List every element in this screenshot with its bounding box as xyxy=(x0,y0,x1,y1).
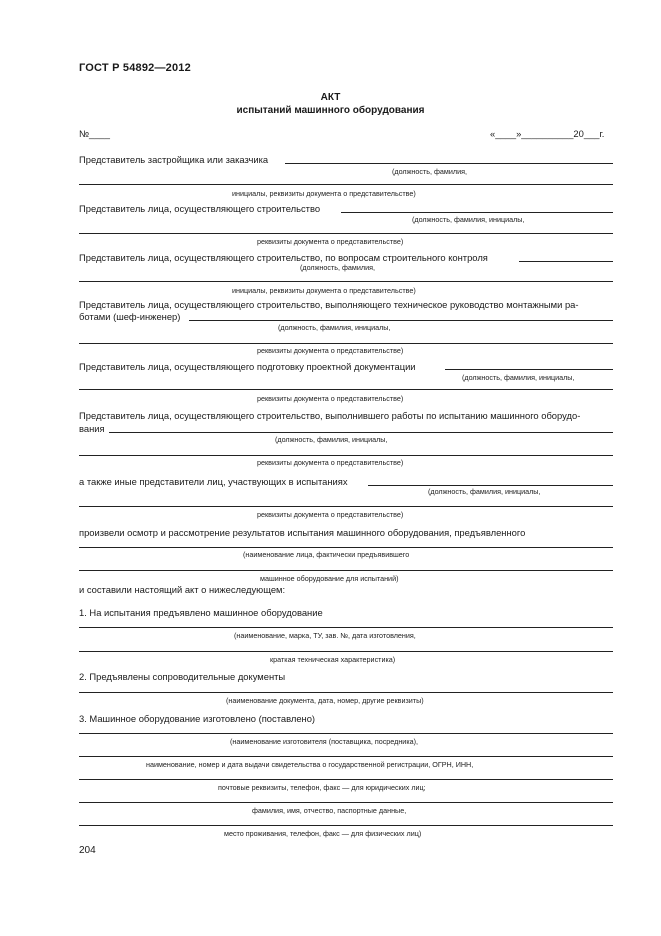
design-caption-2: реквизиты документа о представительстве) xyxy=(257,394,404,403)
developer-field-2[interactable] xyxy=(79,184,613,185)
builder-control-caption-1: (должность, фамилия, xyxy=(300,263,375,272)
supervisor-caption-2: реквизиты документа о представительстве) xyxy=(257,346,404,355)
item2-caption-1: (наименование документа, дата, номер, другие реквизиты) xyxy=(226,696,424,705)
item1-caption-1: (наименование, марка, ТУ, зав. №, дата изготовления, xyxy=(234,631,416,640)
item1-field[interactable] xyxy=(79,627,613,628)
tester-caption-2: реквизиты документа о представительстве) xyxy=(257,458,404,467)
tester-field-2[interactable] xyxy=(79,455,613,456)
inspection-field-2[interactable] xyxy=(79,570,613,571)
builder-field-2[interactable] xyxy=(79,233,613,234)
inspection-caption-1: (наименование лица, фактически предъявившего xyxy=(243,550,410,559)
item2-label: 2. Предъявлены сопроводительные документы xyxy=(79,671,286,682)
tester-caption-1: (должность, фамилия, инициалы, xyxy=(275,435,388,444)
tester-label-1: Представитель лица, осуществляющего строительство, выполнившего работы по испытанию машинного оборудо- xyxy=(79,410,581,421)
developer-field[interactable] xyxy=(285,163,613,164)
act-number: №____ xyxy=(79,128,110,139)
builder-control-field[interactable] xyxy=(519,261,613,262)
developer-caption-1: (должность, фамилия, xyxy=(392,167,467,176)
item3-caption-4: фамилия, имя, отчество, паспортные данные, xyxy=(252,806,407,815)
act-date: «____»__________20___г. xyxy=(490,128,605,139)
inspection-field[interactable] xyxy=(79,547,613,548)
item3-field-5[interactable] xyxy=(79,825,613,826)
inspection-label: произвели осмотр и рассмотрение результатов испытания машинного оборудования, предъявленного xyxy=(79,527,526,538)
supervisor-caption-1: (должность, фамилия, инициалы, xyxy=(278,323,391,332)
item3-caption-3: почтовые реквизиты, телефон, факс — для юридических лиц; xyxy=(218,783,426,792)
design-field-2[interactable] xyxy=(79,389,613,390)
tester-label-2: вания xyxy=(79,423,105,434)
act-subtitle: испытаний машинного оборудования xyxy=(236,105,425,116)
builder-caption-1: (должность, фамилия, инициалы, xyxy=(412,215,525,224)
supervisor-label-2: ботами (шеф-инженер) xyxy=(79,311,181,322)
item3-caption-5: место проживания, телефон, факс — для физических лиц) xyxy=(224,829,422,838)
item3-caption-2: наименование, номер и дата выдачи свидетельства о государственной регистрации, ОГРН, ИНН, xyxy=(146,760,474,769)
developer-caption-2: инициалы, реквизиты документа о представительстве) xyxy=(232,189,416,198)
item3-field-3[interactable] xyxy=(79,779,613,780)
builder-control-field-2[interactable] xyxy=(79,281,613,282)
item3-field-2[interactable] xyxy=(79,756,613,757)
item3-field[interactable] xyxy=(79,733,613,734)
builder-control-label: Представитель лица, осуществляющего строительство, по вопросам строительного контроля xyxy=(79,252,488,263)
design-caption-1: (должность, фамилия, инициалы, xyxy=(462,373,575,382)
act-title: АКТ xyxy=(320,92,341,103)
developer-label: Представитель застройщика или заказчика xyxy=(79,154,269,165)
tester-field[interactable] xyxy=(109,432,613,433)
item3-label: 3. Машинное оборудование изготовлено (поставлено) xyxy=(79,713,316,724)
others-caption-2: реквизиты документа о представительстве) xyxy=(257,510,404,519)
item3-caption-1: (наименование изготовителя (поставщика, посредника), xyxy=(230,737,419,746)
supervisor-label-1: Представитель лица, осуществляющего строительство, выполняющего техническое руководство монтажными ра- xyxy=(79,299,579,310)
builder-field[interactable] xyxy=(341,212,613,213)
others-caption-1: (должность, фамилия, инициалы, xyxy=(428,487,541,496)
design-label: Представитель лица, осуществляющего подготовку проектной документации xyxy=(79,361,416,372)
item3-field-4[interactable] xyxy=(79,802,613,803)
builder-caption-2: реквизиты документа о представительстве) xyxy=(257,237,404,246)
item2-field[interactable] xyxy=(79,692,613,693)
supervisor-field-2[interactable] xyxy=(79,343,613,344)
standard-header: ГОСТ Р 54892—2012 xyxy=(79,62,191,74)
item1-field-2[interactable] xyxy=(79,651,613,652)
design-field[interactable] xyxy=(445,369,613,370)
builder-label: Представитель лица, осуществляющего строительство xyxy=(79,203,321,214)
builder-control-caption-2: инициалы, реквизиты документа о представительстве) xyxy=(232,286,416,295)
compiled-text: и составили настоящий акт о нижеследующем: xyxy=(79,584,286,595)
item1-caption-2: краткая техническая характеристика) xyxy=(270,655,396,664)
supervisor-field[interactable] xyxy=(189,320,613,321)
others-field-2[interactable] xyxy=(79,506,613,507)
others-field[interactable] xyxy=(368,485,613,486)
page-number: 204 xyxy=(79,845,96,856)
others-label: а также иные представители лиц, участвующих в испытаниях xyxy=(79,476,348,487)
inspection-caption-2: машинное оборудование для испытаний) xyxy=(260,574,399,583)
item1-label: 1. На испытания предъявлено машинное оборудование xyxy=(79,607,323,618)
